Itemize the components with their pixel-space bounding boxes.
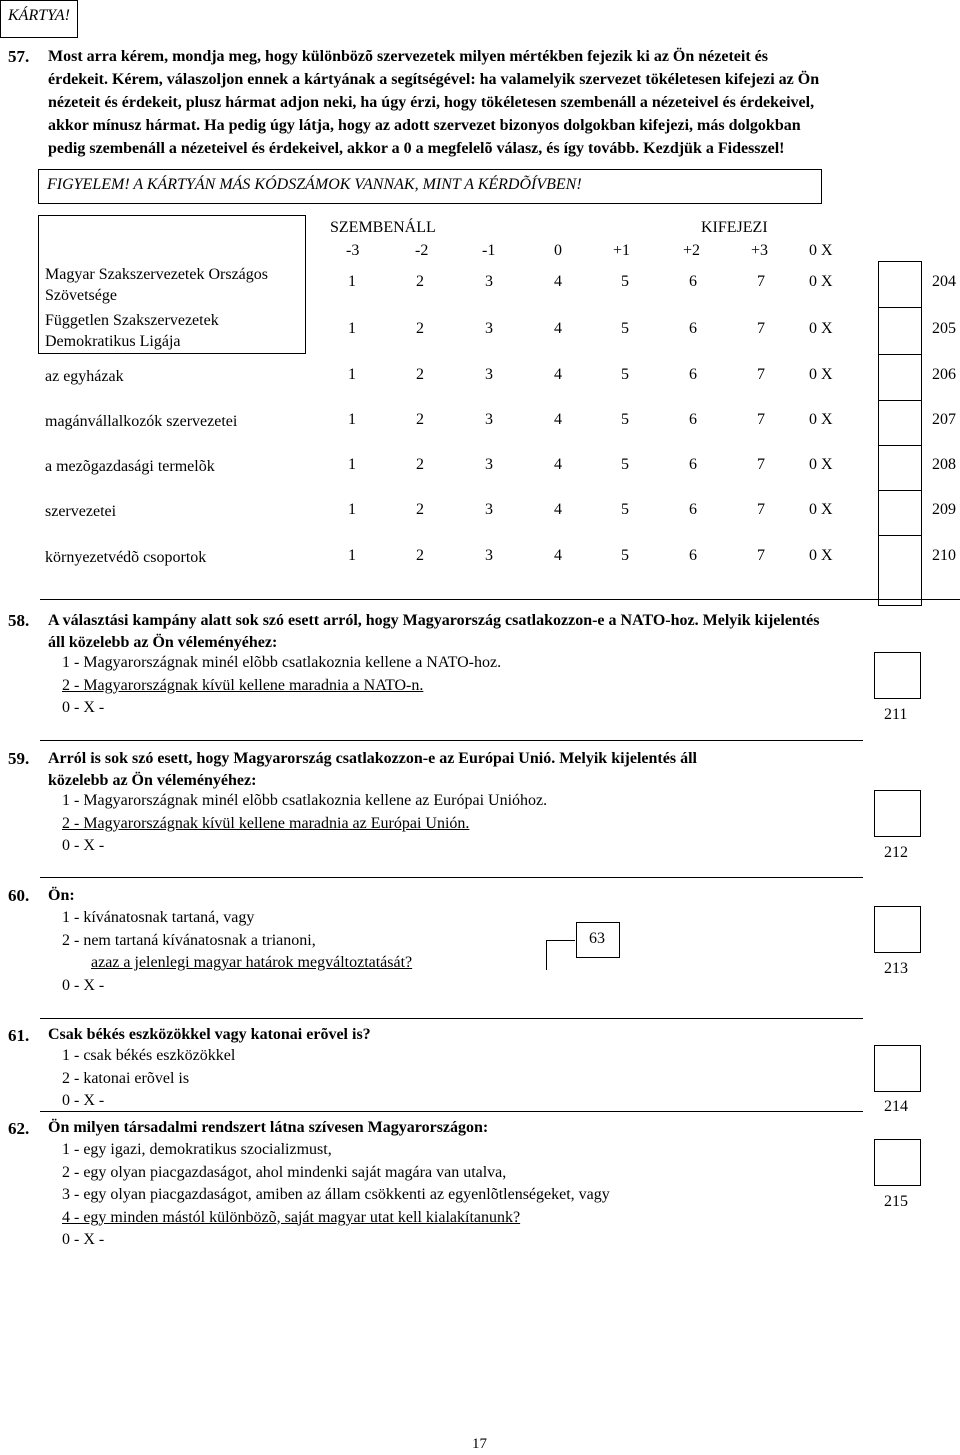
q61-options	[62, 1045, 235, 1113]
answer-code-option[interactable]: 1	[348, 456, 356, 473]
scale-label: 0	[554, 242, 562, 259]
option: 0 - X -	[62, 699, 105, 716]
row-label-line: Magyar Szakszervezetek Országos	[45, 266, 269, 283]
skip-connector	[546, 940, 547, 970]
row-label-line: Demokratikus Ligája	[45, 333, 181, 350]
skip-to-63: 63	[589, 930, 605, 947]
row-label-206: az egyházak	[45, 368, 124, 385]
answer-code-option[interactable]: 1	[348, 547, 356, 564]
q57-line: pedig szembenáll a nézeteivel és érdekeivel, akkor a 0 a megfelelõ válasz, és így tovább. Kezdjük a Fidesszel!	[48, 140, 785, 157]
q58-options	[62, 652, 501, 720]
answer-code-option[interactable]: 7	[757, 320, 765, 337]
answer-code-option[interactable]: 0 X	[809, 501, 833, 518]
code-box-column	[878, 261, 922, 606]
answer-code-option[interactable]: 4	[554, 547, 562, 564]
q59-line: közelebb az Ön véleményéhez:	[48, 772, 257, 790]
answer-code-option[interactable]: 2	[416, 320, 424, 337]
option: 0 - X -	[62, 1231, 105, 1248]
answer-code-option[interactable]: 5	[621, 501, 629, 518]
answer-code-option[interactable]: 5	[621, 320, 629, 337]
answer-code-option[interactable]: 0 X	[809, 320, 833, 337]
answer-code-option[interactable]: 4	[554, 366, 562, 383]
answer-code-option[interactable]: 5	[621, 547, 629, 564]
code-214: 214	[884, 1098, 908, 1115]
scale-label: 0 X	[809, 242, 833, 259]
question-59-number: 59.	[8, 749, 30, 768]
answer-code-option[interactable]: 7	[757, 273, 765, 290]
scale-label: +3	[751, 242, 769, 259]
question-62-text: Ön milyen társadalmi rendszert látna szívesen Magyarországon:	[48, 1119, 489, 1136]
answer-box-213[interactable]	[874, 906, 921, 953]
answer-box-211[interactable]	[874, 652, 921, 699]
answer-code-option[interactable]: 5	[621, 456, 629, 473]
answer-code-option[interactable]: 4	[554, 411, 562, 428]
answer-code-option[interactable]: 1	[348, 366, 356, 383]
answer-code-option[interactable]: 0 X	[809, 456, 833, 473]
answer-code-option[interactable]: 2	[416, 273, 424, 290]
question-58-text	[48, 610, 819, 655]
question-60-text: Ön:	[48, 887, 75, 904]
answer-code-option[interactable]: 4	[554, 501, 562, 518]
code-210: 210	[932, 547, 956, 564]
answer-code-option[interactable]: 6	[689, 273, 697, 290]
question-61-number: 61.	[8, 1026, 30, 1045]
code-207: 207	[932, 411, 956, 428]
answer-code-option[interactable]: 7	[757, 547, 765, 564]
answer-code-option[interactable]: 7	[757, 501, 765, 518]
q57-line: érdekeit. Kérem, válaszoljon ennek a kártyának a segítségével: ha valamelyik szervezet tökéletesen kifejezi az Ön	[48, 71, 820, 88]
answer-code-option[interactable]: 4	[554, 456, 562, 473]
scale-header-left: SZEMBENÁLL	[330, 219, 436, 236]
answer-code-option[interactable]: 2	[416, 411, 424, 428]
q57-line: akkor mínusz hármat. Ha pedig úgy látja, hogy az adott szervezet bizonyos dolgokban kifejezi, más dolgokban	[48, 117, 801, 134]
answer-code-option[interactable]: 3	[485, 320, 493, 337]
answer-code-option[interactable]: 3	[485, 501, 493, 518]
question-61-text: Csak békés eszközökkel vagy katonai erõvel is?	[48, 1026, 371, 1043]
answer-code-option[interactable]: 6	[689, 501, 697, 518]
answer-box-214[interactable]	[874, 1045, 921, 1092]
row-label-205	[45, 310, 219, 352]
answer-code-option[interactable]: 0 X	[809, 411, 833, 428]
code-211: 211	[884, 706, 908, 723]
divider	[40, 877, 863, 878]
answer-code-option[interactable]: 7	[757, 456, 765, 473]
option: 2 - Magyarországnak kívül kellene maradnia az Európai Unión.	[62, 814, 470, 832]
code-215: 215	[884, 1193, 908, 1210]
question-57-number: 57.	[8, 47, 30, 66]
answer-code-option[interactable]: 5	[621, 366, 629, 383]
answer-code-option[interactable]: 1	[348, 273, 356, 290]
scale-label: +1	[613, 242, 631, 259]
question-60-number: 60.	[8, 886, 30, 905]
divider	[40, 740, 863, 741]
row-label-210: környezetvédõ csoportok	[45, 549, 207, 566]
q58-line: A választási kampány alatt sok szó esett arról, hogy Magyarország csatlakozzon-e a NATO-hoz. Melyik kijelentés	[48, 612, 820, 629]
option: 4 - egy minden mástól különbözõ, saját magyar utat kell kialakítanunk?	[62, 1208, 521, 1226]
row-label-209: szervezetei	[45, 503, 117, 520]
page-number: 17	[472, 1436, 487, 1452]
answer-code-option[interactable]: 6	[689, 456, 697, 473]
option: 2 - katonai erõvel is	[62, 1069, 190, 1087]
row-label-line: Független Szakszervezetek	[45, 312, 219, 329]
scale-label: +2	[683, 242, 701, 259]
row-label-207: magánvállalkozók szervezetei	[45, 413, 238, 430]
answer-code-option[interactable]: 2	[416, 456, 424, 473]
divider	[40, 1018, 863, 1019]
answer-code-option[interactable]: 4	[554, 320, 562, 337]
warning-box: FIGYELEM! A KÁRTYÁN MÁS KÓDSZÁMOK VANNAK, MINT A KÉRDÕÍVBEN!	[38, 169, 822, 204]
answer-code-option[interactable]: 2	[416, 547, 424, 564]
answer-code-option[interactable]: 1	[348, 411, 356, 428]
answer-code-option[interactable]: 7	[757, 411, 765, 428]
answer-code-option[interactable]: 7	[757, 366, 765, 383]
q60-options	[62, 907, 412, 997]
option: 2 - Magyarországnak kívül kellene maradnia a NATO-n.	[62, 676, 424, 694]
code-208: 208	[932, 456, 956, 473]
code-213: 213	[884, 960, 908, 977]
answer-code-option[interactable]: 3	[485, 366, 493, 383]
code-206: 206	[932, 366, 956, 383]
answer-box-215[interactable]	[874, 1139, 921, 1186]
answer-code-option[interactable]: 0 X	[809, 273, 833, 290]
question-58-number: 58.	[8, 611, 30, 630]
answer-code-option[interactable]: 5	[621, 411, 629, 428]
answer-code-option[interactable]: 4	[554, 273, 562, 290]
option: azaz a jelenlegi magyar határok megváltoztatását?	[91, 954, 413, 971]
answer-code-option[interactable]: 6	[689, 547, 697, 564]
option: 0 - X -	[62, 976, 105, 994]
option: 3 - egy olyan piacgazdaságot, amiben az állam csökkenti az egyenlõtlenségeket, vagy	[62, 1186, 610, 1203]
divider	[40, 599, 960, 600]
answer-code-option[interactable]: 3	[485, 411, 493, 428]
row-label-208: a mezõgazdasági termelõk	[45, 458, 215, 475]
question-62-number: 62.	[8, 1119, 30, 1138]
option: 1 - egy igazi, demokratikus szocializmust,	[62, 1141, 332, 1158]
answer-code-option[interactable]: 3	[485, 456, 493, 473]
code-209: 209	[932, 501, 956, 518]
answer-code-option[interactable]: 0 X	[809, 366, 833, 383]
q57-line: nézeteit és érdekeit, plusz hármat adjon neki, ha úgy érzi, hogy tökéletesen szembenáll a nézeteivel és érdekeivel,	[48, 94, 815, 111]
option: 1 - Magyarországnak minél elõbb csatlakoznia kellene az Európai Unióhoz.	[62, 792, 548, 809]
q58-line: áll közelebb az Ön véleményéhez:	[48, 634, 278, 652]
divider	[40, 1111, 863, 1112]
q59-options	[62, 790, 547, 858]
code-205: 205	[932, 320, 956, 337]
answer-code-option[interactable]: 6	[689, 411, 697, 428]
option: 0 - X -	[62, 837, 105, 854]
option: 1 - Magyarországnak minél elõbb csatlakoznia kellene a NATO-hoz.	[62, 654, 502, 671]
card-label: KÁRTYA!	[0, 0, 78, 38]
question-59-text	[48, 748, 697, 793]
option: 0 - X -	[62, 1092, 105, 1109]
option: 2 - egy olyan piacgazdaságot, ahol mindenki saját magára van utalva,	[62, 1163, 507, 1181]
row-label-204	[45, 264, 268, 306]
q62-options	[62, 1139, 610, 1252]
answer-code-option[interactable]: 5	[621, 273, 629, 290]
scale-label: -3	[346, 242, 360, 259]
q57-line: Most arra kérem, mondja meg, hogy különbözõ szervezetek milyen mértékben fejezik ki az Ön nézeteit és	[48, 48, 768, 65]
code-204: 204	[932, 273, 956, 290]
answer-code-option[interactable]: 2	[416, 366, 424, 383]
answer-code-option[interactable]: 6	[689, 320, 697, 337]
answer-code-option[interactable]: 3	[485, 273, 493, 290]
option: 1 - csak békés eszközökkel	[62, 1047, 236, 1064]
option: 1 - kívánatosnak tartaná, vagy	[62, 909, 255, 926]
option: 2 - nem tartaná kívánatosnak a trianoni,	[62, 931, 316, 949]
answer-code-option[interactable]: 6	[689, 366, 697, 383]
row-label-line: Szövetsége	[45, 287, 117, 304]
answer-code-option[interactable]: 3	[485, 547, 493, 564]
scale-labels-row	[0, 242, 960, 262]
skip-connector	[546, 940, 575, 941]
scale-label: -1	[482, 242, 496, 259]
scale-label: -2	[415, 242, 429, 259]
answer-code-option[interactable]: 1	[348, 501, 356, 518]
scale-header-right: KIFEJEZI	[701, 219, 768, 236]
answer-code-option[interactable]: 1	[348, 320, 356, 337]
q59-line: Arról is sok szó esett, hogy Magyarország csatlakozzon-e az Európai Unió. Melyik kijelentés áll	[48, 750, 697, 767]
answer-code-option[interactable]: 2	[416, 501, 424, 518]
answer-box-212[interactable]	[874, 790, 921, 837]
code-212: 212	[884, 844, 908, 861]
answer-code-option[interactable]: 0 X	[809, 547, 833, 564]
